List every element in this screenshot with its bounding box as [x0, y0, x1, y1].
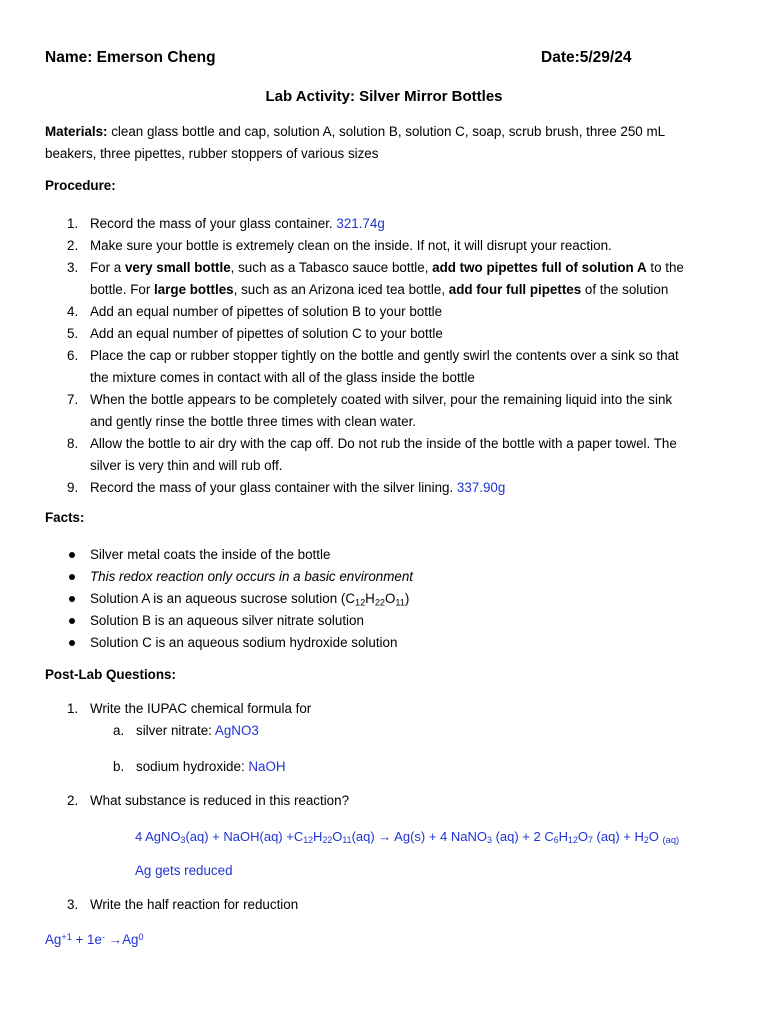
- materials-text-line1: clean glass bottle and cap, solution A, solution B, solution C, soap, scrub brush, three 250 mL: [107, 124, 666, 139]
- list-item: [45, 566, 735, 588]
- step-text: For a: [90, 260, 125, 275]
- page-title: Lab Activity: Silver Mirror Bottles: [265, 88, 503, 105]
- bullet-icon: [69, 552, 75, 558]
- bullet-icon: [69, 596, 75, 602]
- step-bold-text: large bottles: [154, 282, 234, 297]
- sub-question-text: sodium hydroxide:: [136, 759, 249, 774]
- list-item: [45, 257, 735, 301]
- question-number: 1.: [67, 701, 79, 716]
- sub-letter: a.: [113, 723, 125, 738]
- facts-heading: Facts:: [45, 510, 85, 525]
- mass-answer: 321.74g: [336, 216, 385, 231]
- step-number: 8.: [67, 436, 79, 451]
- bullet-icon: [69, 640, 75, 646]
- step-bold-text: very small bottle: [124, 260, 231, 275]
- bullet-icon: [69, 574, 75, 580]
- step-text: to the: [646, 260, 684, 275]
- step-text: Make sure your bottle is extremely clean on the inside. If not, it will disrupt your reaction.: [90, 238, 612, 253]
- postlab-heading: Post-Lab Questions:: [45, 667, 176, 682]
- step-text: silver is very thin and will rub off.: [90, 458, 283, 473]
- bullet-icon: [69, 618, 75, 624]
- fact-text: Silver metal coats the inside of the bottle: [90, 547, 331, 562]
- step-bold-text: add four full pipettes: [448, 282, 582, 297]
- student-name: Name: Emerson Cheng: [45, 49, 216, 66]
- step-bold-text: add two pipettes full of solution A: [432, 260, 647, 275]
- step-text: Allow the bottle to air dry with the cap off. Do not rub the inside of the bottle with a paper towel. The: [90, 436, 677, 451]
- materials-paragraph: [45, 121, 725, 165]
- date: Date:5/29/24: [541, 49, 632, 66]
- list-item: [45, 588, 735, 610]
- fact-text: This redox reaction only occurs in a basic environment: [90, 569, 414, 584]
- step-text: Add an equal number of pipettes of solution B to your bottle: [90, 304, 443, 319]
- question-number: 3.: [67, 897, 79, 912]
- step-text: the mixture comes in contact with all of the glass inside the bottle: [90, 370, 475, 385]
- question-text: Write the half reaction for reduction: [90, 897, 299, 912]
- list-item: [45, 213, 735, 235]
- step-number: 4.: [67, 304, 79, 319]
- list-item: [45, 389, 735, 433]
- materials-label: Materials:: [45, 124, 108, 139]
- list-item: [45, 345, 735, 389]
- step-number: 6.: [67, 348, 79, 363]
- step-text: Record the mass of your glass container.: [90, 216, 337, 231]
- fact-text: Solution C is an aqueous sodium hydroxide solution: [90, 635, 398, 650]
- question-number: 2.: [67, 793, 79, 808]
- question-text: What substance is reduced in this reaction?: [90, 793, 350, 808]
- list-item: [45, 610, 735, 632]
- materials-text-line2: beakers, three pipettes, rubber stoppers of various sizes: [45, 146, 379, 161]
- step-text: and gently rinse the bottle three times with clean water.: [90, 414, 417, 429]
- procedure-list: [45, 213, 735, 499]
- step-number: 2.: [67, 238, 79, 253]
- answer-text: Ag gets reduced: [135, 863, 233, 878]
- fact-text: Solution A is an aqueous sucrose solution $(C_{12}H_{22}O_{11})$: [90, 591, 410, 608]
- question-text: Write the IUPAC chemical formula for: [90, 701, 312, 716]
- step-text: Record the mass of your glass container with the silver lining.: [90, 480, 457, 495]
- step-number: 1.: [67, 216, 79, 231]
- step-text: bottle. For: [90, 282, 155, 297]
- step-text: Add an equal number of pipettes of solution C to your bottle: [90, 326, 443, 341]
- step-number: 9.: [67, 480, 79, 495]
- list-item: [45, 433, 735, 477]
- sub-question-text: silver nitrate:: [136, 723, 215, 738]
- step-number: 3.: [67, 260, 79, 275]
- fact-text: Solution B is an aqueous silver nitrate solution: [90, 613, 364, 628]
- step-text: , such as a Tabasco sauce bottle,: [230, 260, 433, 275]
- half-reaction: $Ag^{+1} + 1e^- \to Ag^0$: [45, 931, 144, 947]
- list-item: [45, 323, 735, 345]
- list-item: [45, 301, 735, 323]
- step-text: of the solution: [581, 282, 669, 297]
- reaction-equation: 4 AgNO$_3$(aq) + NaOH(aq) $+C_{12}H_{22}O_{11}(aq) \to Ag(s) + 4$ NaNO$_3$ (aq) + 2 $C_6H_{12}O_7$ $(aq) + H_2O$ (aq): [135, 829, 680, 846]
- procedure-heading: Procedure:: [45, 178, 116, 193]
- list-item: [45, 235, 735, 257]
- step-text: Place the cap or rubber stopper tightly on the bottle and gently swirl the contents over a sink so that: [90, 348, 679, 363]
- list-item: [45, 477, 735, 499]
- list-item: [45, 632, 735, 654]
- answer-text: AgNO3: [214, 723, 259, 738]
- facts-list: [45, 544, 735, 654]
- mass-answer: 337.90g: [456, 480, 506, 495]
- sub-letter: b.: [113, 759, 125, 774]
- step-number: 7.: [67, 392, 79, 407]
- list-item: [45, 544, 735, 566]
- answer-text: NaOH: [248, 759, 286, 774]
- step-text: When the bottle appears to be completely coated with silver, pour the remaining liquid into the sink: [90, 392, 673, 407]
- step-number: 5.: [67, 326, 79, 341]
- step-text: , such as an Arizona iced tea bottle,: [233, 282, 449, 297]
